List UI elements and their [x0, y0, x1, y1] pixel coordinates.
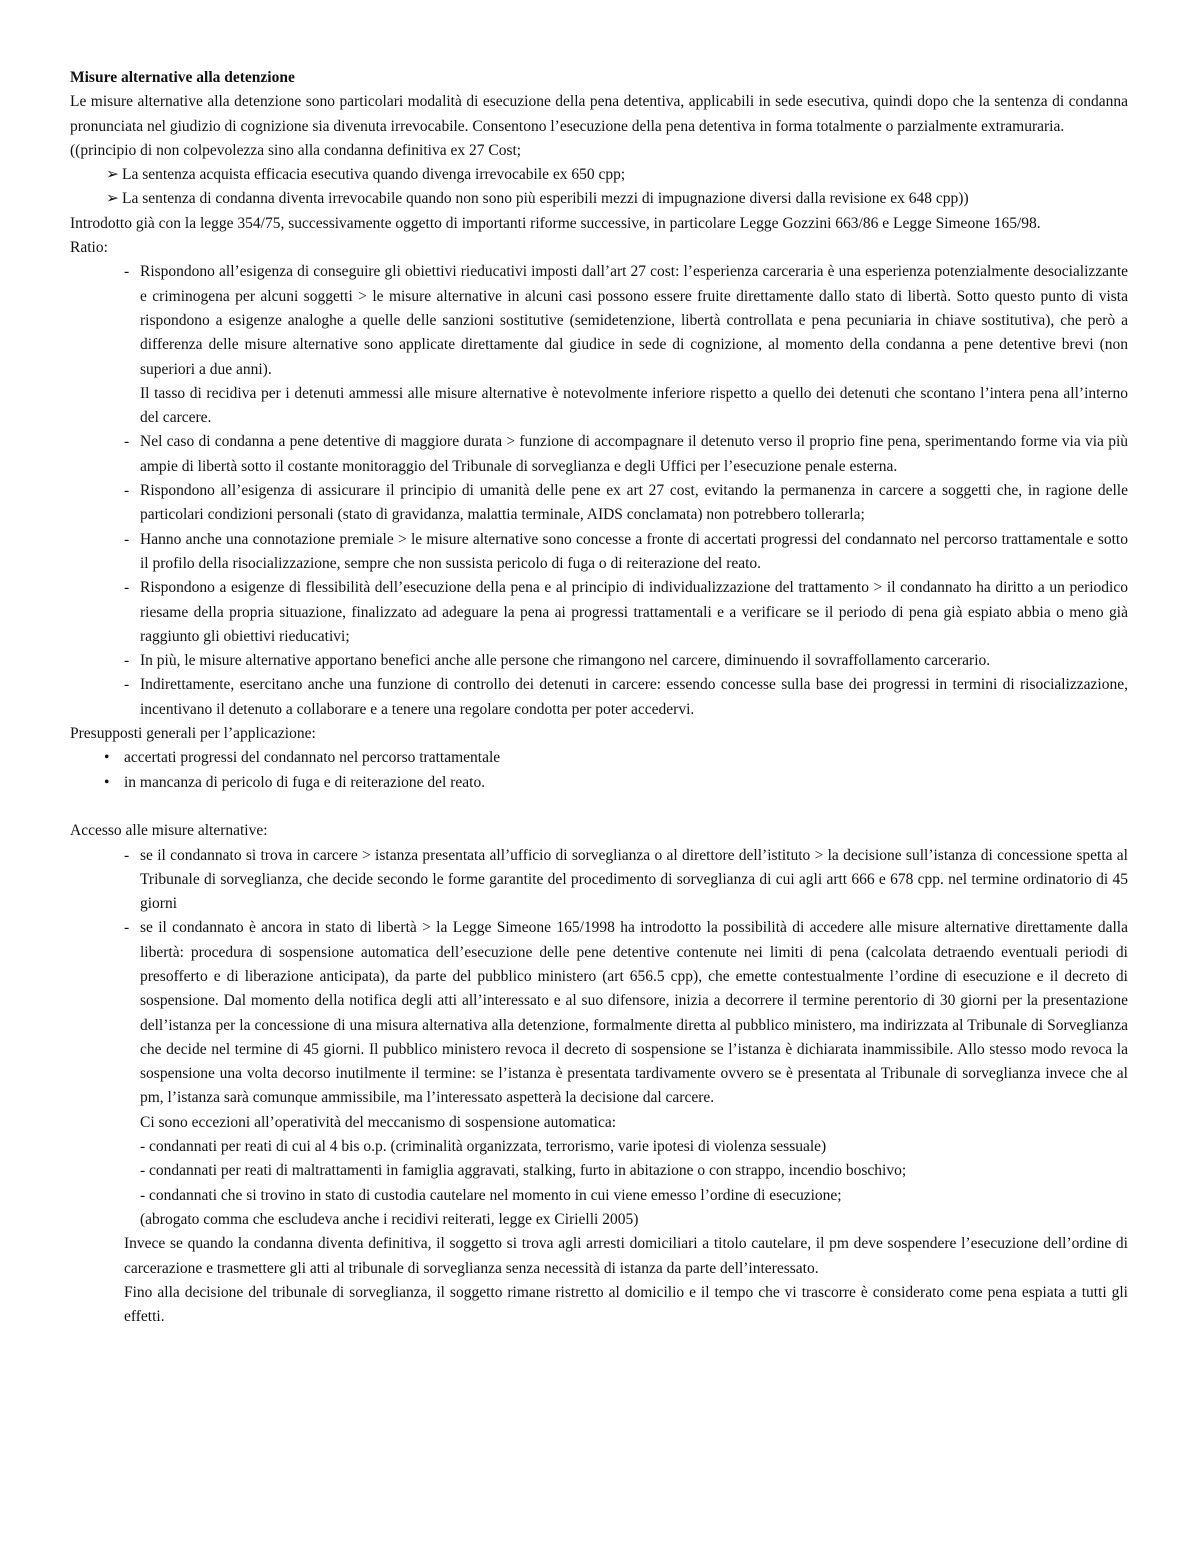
- list-item: - Nel caso di condanna a pene detentive di maggiore durata > funzione di accompagnare il detenuto verso il proprio fine pena, sperimentando forme via via più ampie di libertà sotto il costante monitoraggio del Tribunale di sorveglianza e degli Uffici per l’esecuzione penale esterna.: [70, 430, 1128, 479]
- list-item: - Indirettamente, esercitano anche una funzione di controllo dei detenuti in carcere: essendo concesse sulla base dei progressi in termini di risocializzazione, incentivano il detenuto a collaborare e a tenere una regolare condotta per poter accedervi.: [70, 673, 1128, 722]
- document-page: [70, 66, 1128, 1329]
- closing-paragraph: Fino alla decisione del tribunale di sorveglianza, il soggetto rimane ristretto al domicilio e il tempo che vi trascorre è considerato come pena espiata a tutti gli effetti.: [124, 1283, 1128, 1326]
- list-item: ➢ La sentenza acquista efficacia esecutiva quando divenga irrevocabile ex 650 cpp;: [70, 163, 1128, 187]
- accesso-label: Accesso alle misure alternative:: [70, 822, 268, 840]
- eccezioni-item: - condannati che si trovino in stato di custodia cautelare nel momento in cui viene emesso l’ordine di esecuzione;: [140, 1186, 842, 1204]
- list-item-note: Il tasso di recidiva per i detenuti ammessi alle misure alternative è notevolmente inferiore rispetto a quello dei detenuti che scontano l’intera pena all’interno del carcere.: [140, 384, 1128, 427]
- bullet-icon: •: [104, 773, 110, 791]
- list-item: - Hanno anche una connotazione premiale > le misure alternative sono concesse a fronte di accertati progressi del condannato nel percorso trattamentale e sotto il profilo della risocializzazione, sempre che non sussista pericolo di fuga o di reiterazione del reato.: [70, 528, 1128, 577]
- document-title: Misure alternative alla detenzione: [70, 69, 295, 86]
- principle-line: ((principio di non colpevolezza sino alla condanna definitiva ex 27 Cost;: [70, 141, 522, 159]
- dash-bullet: -: [124, 846, 130, 864]
- intro-paragraph: Le misure alternative alla detenzione sono particolari modalità di esecuzione della pena detentiva, applicabili in sede esecutiva, quindi dopo che la sentenza di condanna pronunciata nel giudizio di cognizione sia divenuta irrevocabile. Consentono l’esecuzione della pena detentiva in forma totalmente o parzialmente extramuraria.: [70, 93, 1128, 135]
- closing-paragraph: Invece se quando la condanna diventa definitiva, il soggetto si trova agli arresti domiciliari a titolo cautelare, il pm deve sospendere l’esecuzione dell’ordine di carcerazione e trasmettere gli atti al tribunale di sorveglianza senza necessità di istanza da parte dell’interessato.: [124, 1235, 1128, 1277]
- list-item: - In più, le misure alternative apportano benefici anche alle persone che rimangono nel carcere, diminuendo il sovraffollamento carcerario.: [70, 649, 1128, 673]
- dash-bullet: -: [124, 676, 130, 694]
- dash-bullet: -: [124, 433, 130, 451]
- dash-bullet: -: [124, 579, 130, 597]
- dash-bullet: -: [124, 263, 130, 281]
- arrow-bullet-icon: ➢: [106, 166, 119, 184]
- dash-bullet: -: [124, 530, 130, 548]
- history-paragraph: Introdotto già con la legge 354/75, successivamente oggetto di importanti riforme successive, in particolare Legge Gozzini 663/86 e Legge Simeone 165/98.: [70, 214, 1041, 232]
- ratio-label: Ratio:: [70, 239, 108, 257]
- blank-line: [70, 795, 1128, 819]
- list-item: • in mancanza di pericolo di fuga e di reiterazione del reato.: [70, 771, 1128, 795]
- accesso-list: [70, 844, 1128, 1111]
- arrow-bullet-icon: ➢: [106, 190, 119, 208]
- presupposti-list: [70, 746, 1128, 795]
- list-item: - Rispondono a esigenze di flessibilità dell’esecuzione della pena e al principio di individualizzazione del trattamento > il condannato ha diritto a un periodico riesame della propria situazione, finalizzato ad adeguare la pena ai progressi trattamentali e a verificare se il periodo di pena già espiato abbia o meno già raggiunto gli obiettivi rieducativi;: [70, 576, 1128, 649]
- list-item: ➢ La sentenza di condanna diventa irrevocabile quando non sono più esperibili mezzi di impugnazione diversi dalla revisione ex 648 cpp)): [70, 187, 1128, 211]
- dash-bullet: -: [124, 652, 130, 670]
- eccezioni-item: - condannati per reati di maltrattamenti in famiglia aggravati, stalking, furto in abitazione o con strappo, incendio boschivo;: [140, 1162, 907, 1180]
- list-item: - se il condannato si trova in carcere > istanza presentata all’ufficio di sorveglianza o al direttore dell’istituto > la decisione sull’istanza di concessione spetta al Tribunale di sorveglianza, che decide secondo le forme garantite del procedimento di sorveglianza di cui agli artt 666 e 678 cpp. nel termine ordinatorio di 45 giorni: [70, 844, 1128, 917]
- bullet-icon: •: [104, 749, 110, 767]
- eccezioni-item: - condannati per reati di cui al 4 bis o.p. (criminalità organizzata, terrorismo, varie ipotesi di violenza sessuale): [140, 1138, 827, 1156]
- list-item: • accertati progressi del condannato nel percorso trattamentale: [70, 746, 1128, 770]
- list-item: - se il condannato è ancora in stato di libertà > la Legge Simeone 165/1998 ha introdotto la possibilità di accedere alle misure alternative direttamente dalla libertà: procedura di sospensione automatica dell’esecuzione delle pene detentive contenute nei limiti di pena (calcolata detraendo eventuali periodi di presofferto e di liberazione anticipata), da parte del pubblico ministero (art 656.5 cpp), che emette contestualmente l’ordine di esecuzione e il decreto di sospensione. Dal momento della notifica degli atti all’interessato e al suo difensore, inizia a decorrere il termine perentorio di 30 giorni per la presentazione dell’istanza per la concessione di una misura alternativa alla detenzione, formalmente diretta al pubblico ministero, ma indirizzata al Tribunale di Sorveglianza che decide nel termine di 45 giorni. Il pubblico ministero revoca il decreto di sospensione se l’istanza è dichiarata inammissibile. Allo stesso modo revoca la sospensione una volta decorso inutilmente il termine: se l’istanza è presentata tardivamente ovvero se è presentata al Tribunale di sorveglianza invece che al pm, l’istanza sarà comunque ammissibile, ma l’interessato aspetterà la decisione dal carcere.: [70, 916, 1128, 1110]
- eccezioni-item: (abrogato comma che escludeva anche i recidivi reiterati, legge ex Cirielli 2005): [140, 1210, 639, 1228]
- presupposti-label: Presupposti generali per l’applicazione:: [70, 725, 316, 743]
- ratio-list: [70, 260, 1128, 722]
- principle-list: [70, 163, 1128, 212]
- list-item: - Rispondono all’esigenza di conseguire gli obiettivi rieducativi imposti dall’art 27 cost: l’esperienza carceraria è una esperienza potenzialmente desocializzante e criminogena per alcuni soggetti > le misure alternative in alcuni casi possono essere fruite direttamente dallo stato di libertà. Sotto questo punto di vista rispondono a esigenze analoghe a quelle delle sanzioni sostitutive (semidetenzione, libertà controllata e pena pecuniaria in chiave sostitutiva), che però a differenza delle misure alternative sono applicate direttamente dal giudice in sede di cognizione, al momento della condanna a pene detentive brevi (non superiori a due anni).: [70, 260, 1128, 381]
- dash-bullet: -: [124, 919, 130, 937]
- list-item: - Rispondono all’esigenza di assicurare il principio di umanità delle pene ex art 27 cost, evitando la permanenza in carcere a soggetti che, in ragione delle particolari condizioni personali (stato di gravidanza, malattia terminale, AIDS conclamata) non potrebbero tollerarla;: [70, 479, 1128, 528]
- dash-bullet: -: [124, 482, 130, 500]
- eccezioni-label: Ci sono eccezioni all’operatività del meccanismo di sospensione automatica:: [140, 1113, 617, 1131]
